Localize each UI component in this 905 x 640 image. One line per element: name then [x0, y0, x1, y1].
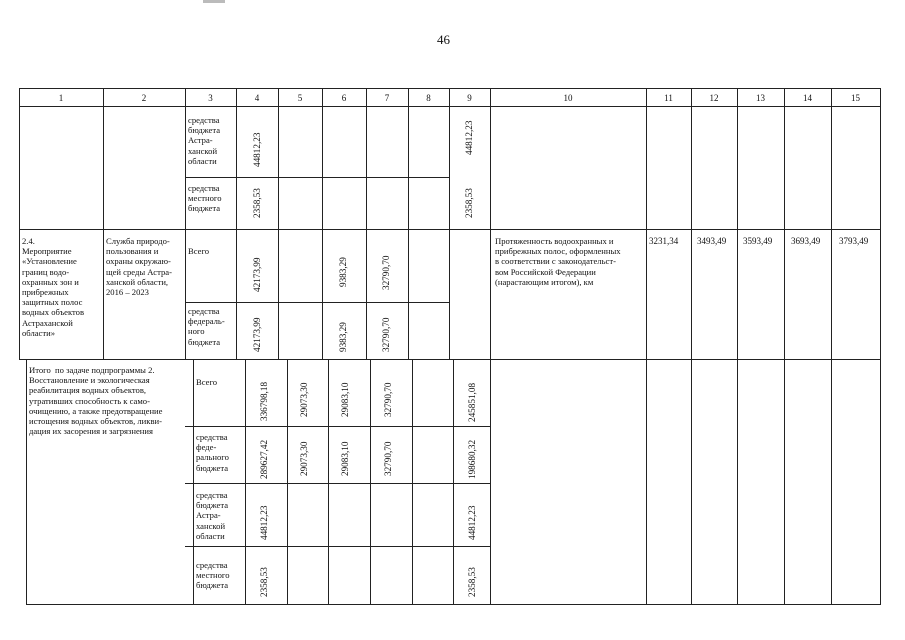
- indicator-value-12: 3493,49: [697, 236, 727, 246]
- header-col-6: 6: [341, 93, 347, 103]
- col-border: [322, 88, 323, 360]
- header-col-11: 11: [664, 93, 673, 103]
- scan-artifact: [203, 0, 225, 3]
- col-border: [26, 359, 27, 605]
- cell-value: 42173,99: [252, 317, 262, 352]
- col-border: [278, 88, 279, 360]
- header-col-5: 5: [297, 93, 303, 103]
- header-col-2: 2: [141, 93, 147, 103]
- col-border: [691, 88, 692, 605]
- col-border: [103, 88, 104, 360]
- cell-value: 32790,70: [383, 382, 393, 417]
- cell-value: 32790,70: [381, 255, 391, 290]
- indicator-value-11: 3231,34: [649, 236, 679, 246]
- cell-value: 2358,53: [259, 567, 269, 597]
- cell-value: 32790,70: [383, 441, 393, 476]
- cell-value: 289627,42: [259, 439, 269, 479]
- col-border: [185, 88, 186, 360]
- cell-value: 9383,29: [338, 257, 348, 287]
- row-divider: [185, 483, 490, 484]
- cell-value: 336798,18: [259, 381, 269, 421]
- col-border: [784, 88, 785, 605]
- header-col-9: 9: [467, 93, 472, 103]
- col-border: [449, 88, 450, 360]
- col-border: [412, 359, 413, 605]
- funding-source-label: Всего: [188, 246, 210, 256]
- cell-value: 2358,53: [464, 188, 474, 218]
- measure-code-name: 2.4. Мероприятие «Установление границ водо- охранных зон и прибрежных защитных полос водных объектов Астраханской области»: [22, 236, 85, 338]
- header-col-10: 10: [563, 93, 573, 103]
- row-divider: [185, 177, 450, 178]
- header-col-8: 8: [426, 93, 431, 103]
- task-total-title: Итого по задаче подпрограммы 2. Восстановление и экологическая реабилитация водных объектов, утративших способность к само- очищению, а также предотвращение истощения водных объектов, ликви- дация их засорения и загрязнения: [29, 365, 163, 437]
- col-border: [236, 88, 237, 360]
- cell-value: 198680,32: [467, 439, 477, 479]
- funding-source-label: средства федераль- ного бюджета: [188, 306, 225, 347]
- funding-source-label: Всего: [196, 377, 218, 387]
- funding-source-label: средства местного бюджета: [196, 560, 230, 591]
- header-col-14: 14: [803, 93, 812, 103]
- row-divider: [185, 302, 450, 303]
- header-row-border: [19, 106, 881, 107]
- cell-value: 245851,08: [467, 382, 477, 422]
- col-border: [646, 88, 647, 605]
- col-border: [287, 359, 288, 605]
- col-border: [831, 88, 832, 605]
- page-number: 46: [437, 32, 450, 47]
- cell-value: 42173,99: [252, 257, 262, 292]
- row-divider: [185, 426, 490, 427]
- col-border: [328, 359, 329, 605]
- cell-value: 9383,29: [338, 322, 348, 352]
- funding-source-label: средства бюджета Астра- ханской области: [188, 115, 221, 166]
- col-border: [366, 88, 367, 360]
- header-col-13: 13: [756, 93, 765, 103]
- cell-value: 44812,23: [464, 120, 474, 155]
- header-col-15: 15: [851, 93, 860, 103]
- cell-value: 2358,53: [467, 567, 477, 597]
- indicator-value-15: 3793,49: [839, 236, 869, 246]
- block-divider: [19, 359, 881, 360]
- cell-value: 44812,23: [252, 132, 262, 167]
- table-top-border: [19, 88, 881, 89]
- funding-source-label: средства местного бюджета: [188, 183, 222, 214]
- col-border: [490, 88, 491, 605]
- col-border: [408, 88, 409, 360]
- executor-period: Служба природо- пользования и охраны окружаю- щей среды Астра- ханской области, 2016 – 2023: [106, 236, 172, 298]
- cell-value: 44812,23: [259, 505, 269, 540]
- col-border: [737, 88, 738, 605]
- cell-value: 29073,30: [299, 382, 309, 417]
- indicator-name: Протяженность водоохранных и прибрежных полос, оформленных в соответствии с законодательст- вом Российской Федерации (нарастающим итогом), км: [495, 236, 621, 287]
- header-col-1: 1: [58, 93, 64, 103]
- header-col-3: 3: [208, 93, 213, 103]
- col-border: [193, 359, 194, 605]
- cell-value: 2358,53: [252, 188, 262, 218]
- cell-value: 44812,23: [467, 505, 477, 540]
- funding-source-label: средства феде- рального бюджета: [196, 432, 229, 473]
- col-border: [370, 359, 371, 605]
- header-col-12: 12: [709, 93, 719, 103]
- header-col-7: 7: [384, 93, 390, 103]
- col-border: [245, 359, 246, 605]
- header-col-4: 4: [254, 93, 260, 103]
- row-divider: [185, 546, 490, 547]
- block-divider: [19, 229, 881, 230]
- cell-value: 32790,70: [381, 317, 391, 352]
- cell-value: 29083,10: [340, 441, 350, 476]
- cell-value: 29073,30: [299, 441, 309, 476]
- col-border: [453, 359, 454, 605]
- col-border: [880, 88, 881, 605]
- indicator-value-14: 3693,49: [791, 236, 821, 246]
- indicator-value-13: 3593,49: [743, 236, 773, 246]
- col-border: [19, 88, 20, 360]
- funding-source-label: средства бюджета Астра- ханской области: [196, 490, 229, 541]
- cell-value: 29083,10: [340, 382, 350, 417]
